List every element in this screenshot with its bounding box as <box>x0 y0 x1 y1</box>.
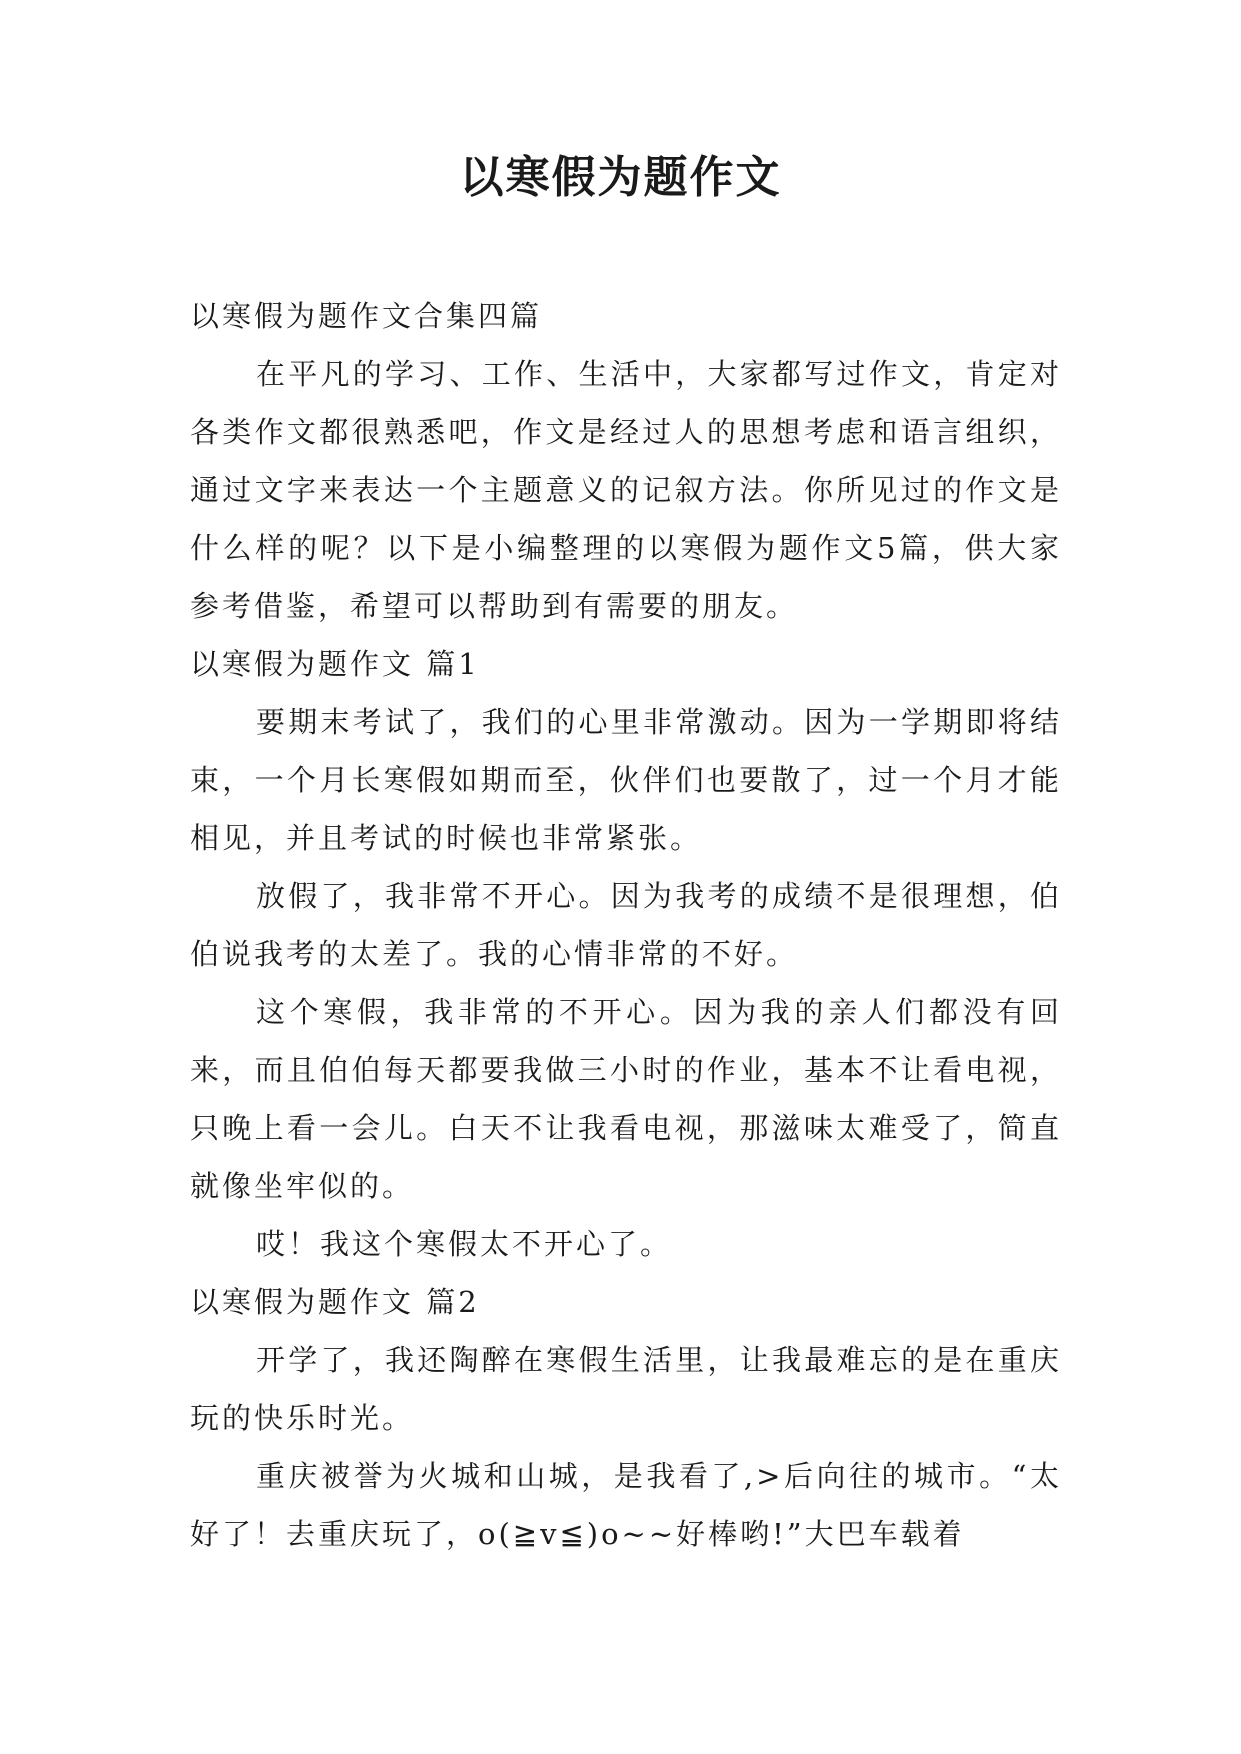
essay-1-heading: 以寒假为题作文 篇1 <box>190 647 480 681</box>
document-body <box>190 287 1062 1563</box>
essay-2-paragraph-1: 开学了，我还陶醉在寒假生活里，让我最难忘的是在重庆玩的快乐时光。 <box>190 1343 1062 1435</box>
essay-1-paragraph-2: 放假了，我非常不开心。因为我考的成绩不是很理想，伯伯说我考的太差了。我的心情非常的不好。 <box>190 879 1062 971</box>
essay-1-paragraph-3: 这个寒假，我非常的不开心。因为我的亲人们都没有回来，而且伯伯每天都要我做三小时的作业，基本不让看电视，只晚上看一会儿。白天不让我看电视，那滋味太难受了，简直就像坐牢似的。 <box>190 995 1062 1203</box>
document-title: 以寒假为题作文 <box>459 152 782 203</box>
essay-1-paragraph-1: 要期末考试了，我们的心里非常激动。因为一学期即将结束，一个月长寒假如期而至，伙伴们也要散了，过一个月才能相见，并且考试的时候也非常紧张。 <box>190 705 1062 855</box>
essay-1-paragraph-4: 哎！我这个寒假太不开心了。 <box>256 1227 673 1261</box>
essay-2-paragraph-2: 重庆被誉为火城和山城，是我看了,>后向往的城市。“太好了！去重庆玩了，o(≧v≦)o~~好棒哟!”大巴车载着 <box>190 1459 1062 1551</box>
essay-2-heading: 以寒假为题作文 篇2 <box>190 1285 480 1319</box>
intro-paragraph: 在平凡的学习、工作、生活中，大家都写过作文，肯定对各类作文都很熟悉吧，作文是经过人的思想考虑和语言组织，通过文字来表达一个主题意义的记叙方法。你所见过的作文是什么样的呢？以下是小编整理的以寒假为题作文5篇，供大家参考借鉴，希望可以帮助到有需要的朋友。 <box>190 357 1062 623</box>
collection-subtitle: 以寒假为题作文合集四篇 <box>190 299 543 333</box>
